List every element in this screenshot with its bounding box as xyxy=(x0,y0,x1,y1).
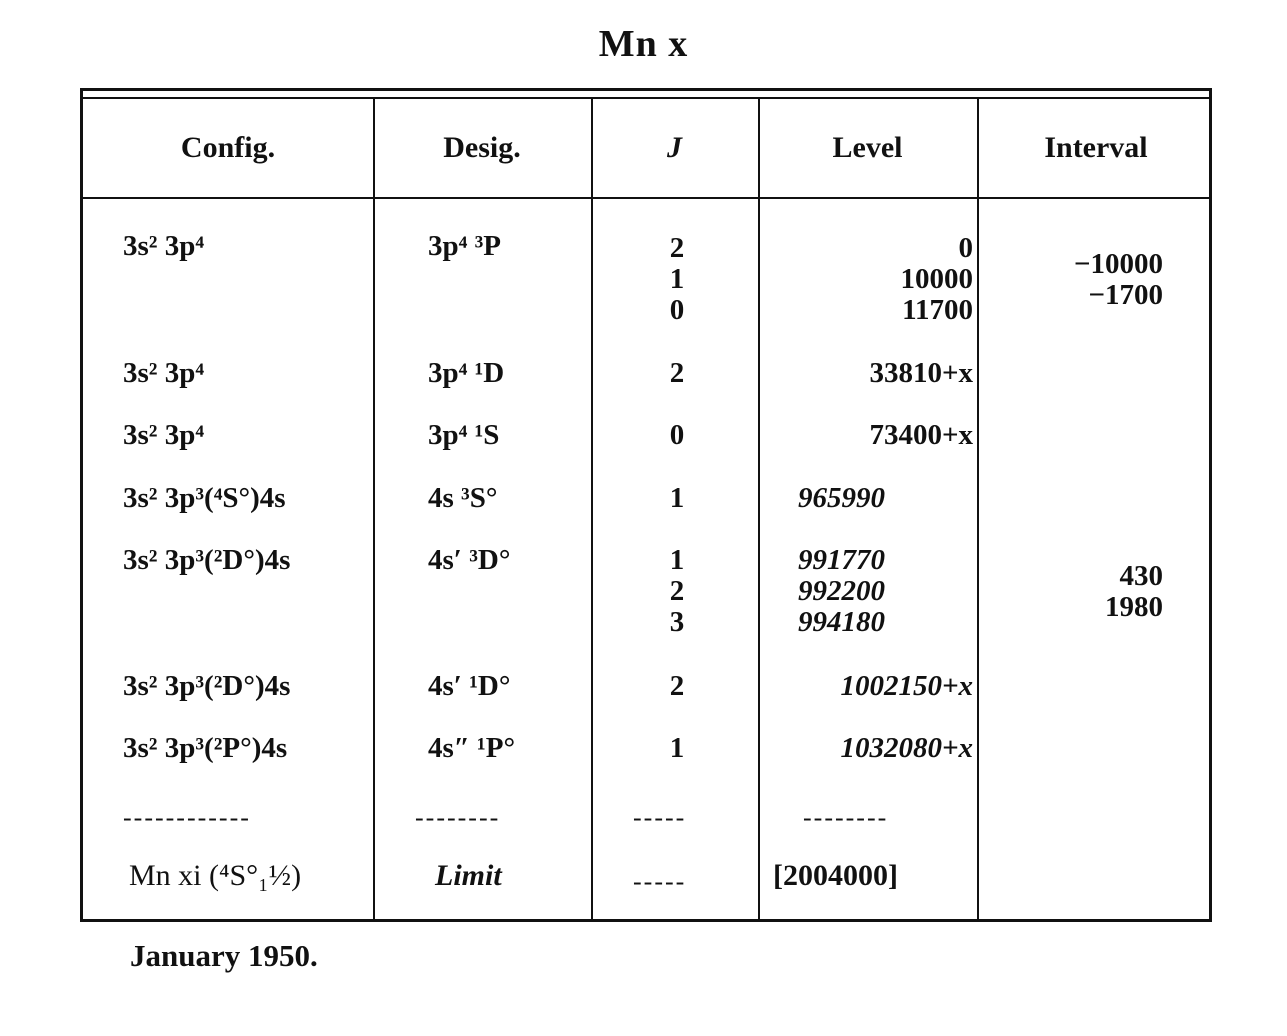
j-cell: 2 xyxy=(669,670,685,702)
header-interval: Interval xyxy=(1044,131,1148,164)
level-table xyxy=(80,88,1212,922)
limit-label: Limit xyxy=(435,859,502,892)
j-cell: 0 xyxy=(669,419,685,451)
level-cell: 991770 992200 994180 xyxy=(798,544,885,638)
level-cell: 1032080+x xyxy=(840,732,973,764)
column-divider xyxy=(591,97,593,919)
j-cell: 2 1 0 xyxy=(669,232,685,326)
config-cell: 3s² 3p³(⁴S°)4s xyxy=(123,482,286,514)
header-j: J xyxy=(667,131,682,164)
column-divider xyxy=(373,97,375,919)
dash-separator: -------- xyxy=(803,803,889,832)
interval-cell: 430 1980 xyxy=(1105,560,1163,623)
header-config: Config. xyxy=(180,131,276,164)
level-cell: 1002150+x xyxy=(840,670,973,702)
page-title: Mn x xyxy=(598,23,689,65)
limit-config: Mn xi (⁴S°₁½) xyxy=(129,859,302,892)
level-cell: 965990 xyxy=(798,482,885,514)
desig-cell: 3p⁴ ¹D xyxy=(428,357,505,389)
limit-level: [2004000] xyxy=(773,859,898,892)
date-footer: January 1950. xyxy=(130,938,318,973)
limit-j: ----- xyxy=(633,867,687,896)
config-cell: 3s² 3p⁴ xyxy=(123,357,205,389)
dash-separator: ----- xyxy=(633,803,687,832)
config-cell: 3s² 3p³(²D°)4s xyxy=(123,544,291,576)
config-cell: 3s² 3p³(²D°)4s xyxy=(123,670,291,702)
dash-separator: ------------ xyxy=(123,803,251,832)
column-divider xyxy=(758,97,760,919)
desig-cell: 3p⁴ ³P xyxy=(428,230,501,262)
dash-separator: -------- xyxy=(415,803,501,832)
level-cell: 0 10000 11700 xyxy=(900,232,973,326)
j-cell: 1 xyxy=(669,732,685,764)
desig-cell: 4s ³S° xyxy=(428,482,498,514)
desig-cell: 4s″ ¹P° xyxy=(428,732,516,764)
config-cell: 3s² 3p³(²P°)4s xyxy=(123,732,288,764)
header-level: Level xyxy=(832,131,903,164)
level-cell: 33810+x xyxy=(869,357,973,389)
j-cell: 2 xyxy=(669,357,685,389)
desig-cell: 4s′ ³D° xyxy=(428,544,511,576)
header-rule xyxy=(83,197,1209,199)
config-cell: 3s² 3p⁴ xyxy=(123,419,205,451)
j-cell: 1 2 3 xyxy=(669,544,685,638)
header-desig: Desig. xyxy=(443,131,521,164)
interval-cell: −10000 −1700 xyxy=(1073,248,1163,311)
desig-cell: 4s′ ¹D° xyxy=(428,670,511,702)
level-cell: 73400+x xyxy=(869,419,973,451)
config-cell: 3s² 3p⁴ xyxy=(123,230,205,262)
j-cell: 1 xyxy=(669,482,685,514)
table-top-rule xyxy=(83,97,1209,99)
desig-cell: 3p⁴ ¹S xyxy=(428,419,500,451)
